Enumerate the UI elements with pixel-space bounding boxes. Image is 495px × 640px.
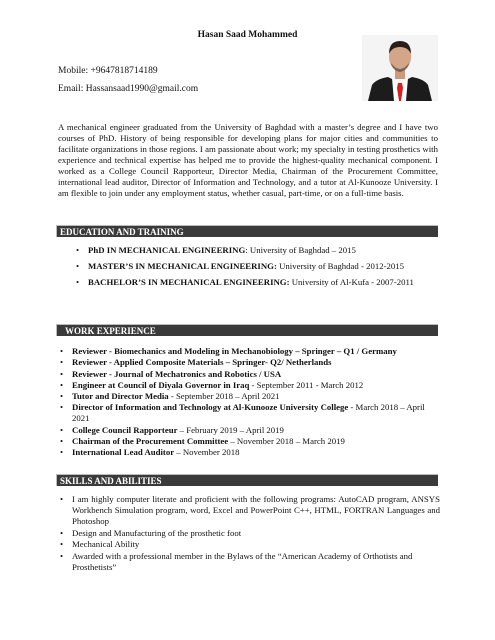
degree-title: MASTER’S IN MECHANICAL ENGINEERING: — [88, 261, 277, 271]
role-title: International Lead Auditor — [72, 447, 175, 458]
list-item — [58, 369, 440, 380]
education-list — [74, 245, 426, 293]
section-heading-work-experience: WORK EXPERIENCE — [56, 324, 438, 336]
list-item — [74, 245, 426, 256]
list-item — [58, 436, 440, 447]
skills-list — [58, 494, 440, 573]
degree-detail: University of Al-Kufa - 2007-2011 — [289, 277, 414, 287]
role-dates: – November 2018 – March 2019 — [228, 436, 345, 447]
role-title: Engineer at Council of Diyala Governor in Iraq — [72, 379, 250, 390]
list-item: • Mechanical Ability — [58, 539, 440, 550]
role-dates: - March 2018 – April 2021 — [72, 402, 425, 424]
list-item: • I am highly computer literate and proficient with the following programs: AutoCAD program, ANSYS Workbench Simulation program, word, Excel and PowerPoint C++, HTML, FORTRAN Languages and Photoshop — [58, 494, 440, 527]
degree-detail: University of Baghdad – 2015 — [247, 245, 356, 255]
role-title: Reviewer - Biomechanics and Modeling in Mechanobiology – Springer – Q1 / Germany — [72, 346, 397, 356]
degree-title: BACHELOR’S IN MECHANICAL ENGINEERING: — [88, 277, 290, 287]
mobile-number: Mobile: +9647818714189 — [58, 66, 158, 76]
list-item — [58, 391, 440, 402]
role-title: Chairman of the Procurement Committee — [72, 436, 229, 447]
degree-separator: : — [245, 245, 248, 255]
role-title: College Council Rapporteur — [72, 424, 178, 435]
email-address: Email: Hassansaad1990@gmail.com — [58, 84, 199, 94]
section-heading-skills: SKILLS AND ABILITIES — [56, 474, 438, 486]
list-item — [74, 277, 426, 288]
list-item: • Awarded with a professional member in the Bylaws of the “American Academy of Orthotists and Prosthetists” — [58, 551, 440, 573]
role-dates: – February 2019 – April 2019 — [177, 424, 284, 435]
role-title: Tutor and Director Media — [72, 391, 169, 402]
role-dates: – November 2018 — [174, 447, 240, 458]
role-title: Reviewer - Journal of Mechatronics and Robotics / USA — [72, 368, 282, 379]
profile-photo — [362, 35, 438, 101]
list-item — [58, 447, 440, 458]
section-heading-education: EDUCATION AND TRAINING — [56, 225, 438, 237]
candidate-name: Hasan Saad Mohammed — [197, 30, 298, 40]
list-item — [58, 380, 440, 391]
list-item — [58, 357, 440, 368]
role-dates: - September 2018 – April 2021 — [168, 391, 280, 402]
list-item — [58, 425, 440, 436]
list-item — [58, 402, 440, 424]
work-experience-list — [58, 346, 440, 459]
professional-summary: A mechanical engineer graduated from the University of Baghdad with a master’s degree and I have two courses of PhD. History of being responsible for developing plans for major cities and communities to facilitate organizations in those regions. I am passionate about work; my specialty in testing prosthetics with experience and technical expertise has helped me to provide the highest-quality mechanical component. I worked as a College Council Rapporteur, Director Media, Chairman of the Procurement Committee, international lead auditor, Director of Information and Technology, and a tutor at Al-Kunooze University. I am flexible to join under any employment status, whether casual, part-time, or on a full-time basis. — [58, 122, 438, 198]
role-title: Director of Information and Technology at Al-Kunooze University College — [72, 402, 349, 413]
degree-title: PhD IN MECHANICAL ENGINEERING — [88, 245, 246, 255]
role-dates: - September 2011 - March 2012 — [249, 379, 364, 390]
list-item — [74, 261, 426, 272]
list-item — [58, 346, 440, 357]
list-item: • Design and Manufacturing of the prosthetic foot — [58, 528, 440, 539]
degree-detail: University of Baghdad - 2012-2015 — [276, 261, 404, 271]
role-title: Reviewer - Applied Composite Materials – Springer- Q2/ Netherlands — [72, 357, 332, 368]
